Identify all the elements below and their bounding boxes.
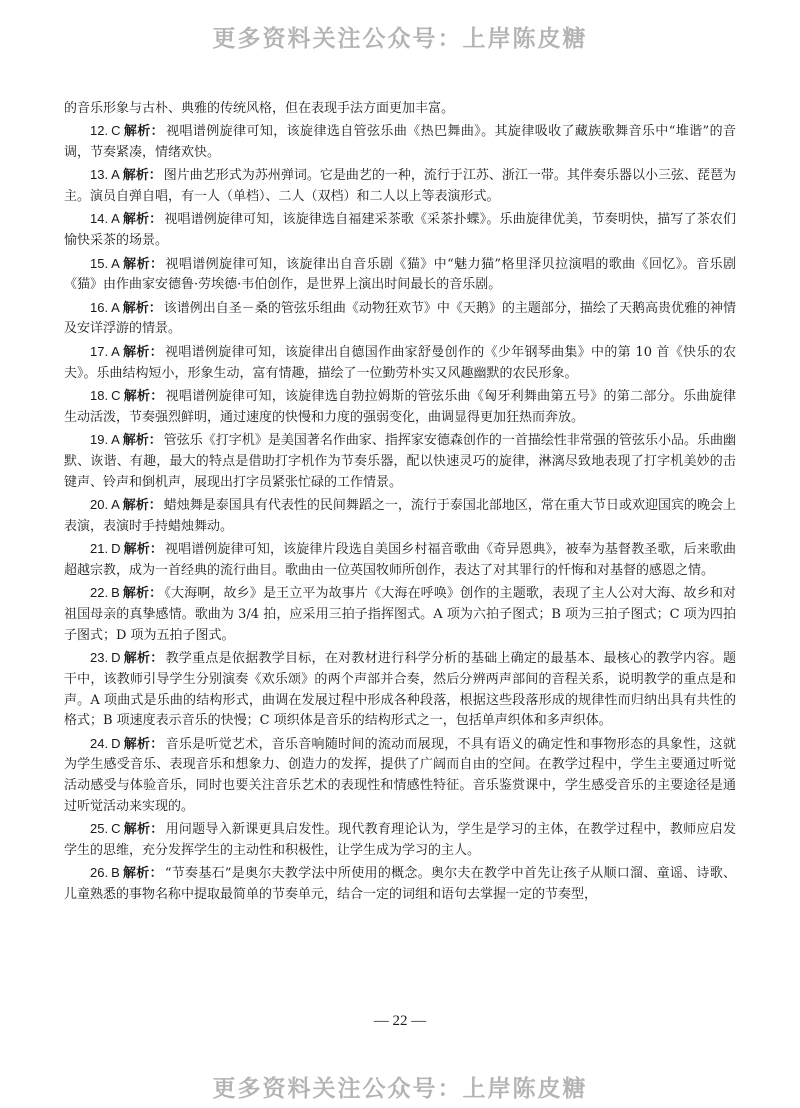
analysis-text: “节奏基石”是奥尔夫教学法中所使用的概念。奥尔夫在教学中首先让孩子从顺口溜、童谣、诗歌、儿童熟悉的事物名称中提取最简单的节奏单元，结合一定的词组和语句去掌握一定的节奏型， bbox=[64, 866, 736, 903]
analysis-label: 解析： bbox=[122, 432, 162, 448]
question-number: 20. bbox=[90, 496, 109, 512]
question-number: 17. bbox=[90, 343, 109, 359]
answer-letter: A bbox=[111, 496, 120, 512]
question-number: 18. bbox=[90, 387, 109, 403]
analysis-item bbox=[64, 209, 736, 252]
question-number: 21. bbox=[90, 540, 109, 556]
analysis-text: 音乐是听觉艺术，音乐音响随时间的流动而展现，不具有语义的确定性和事物形态的具象性，这就为学生感受音乐、表现音乐和想象力、创造力的发挥，提供了广阔而自由的空间。在教学过程中，学生主要通过听觉活动感受与体验音乐，同时也要关注音乐艺术的表现性和情感性特征。音乐鉴赏课中，学生感受音乐的主要途径是通过听觉活动来实现的。 bbox=[64, 736, 736, 814]
analysis-text: 视唱谱例旋律可知，该旋律选自管弦乐曲《热巴舞曲》。其旋律吸收了藏族歌舞音乐中“堆谐”的音调，节奏紧凑，情绪欢快。 bbox=[64, 124, 736, 161]
analysis-text: 教学重点是依据教学目标，在对教材进行科学分析的基础上确定的最基本、最核心的教学内容。题干中，该教师引导学生分别演奏《欢乐颂》的两个声部并合奏，然后分辨两声部间的音程关系，说明教学的重点是和声。A 项曲式是乐曲的结构形式，曲调在发展过程中形成各种段落，根据这些段落形成的规律性而归纳出具有共性的格式；B 项速度表示音乐的快慢；C 项织体是音乐的结构形式之一，包括单声织体和多声织体。 bbox=[64, 650, 736, 729]
question-number: 13. bbox=[90, 167, 109, 183]
analysis-label: 解析： bbox=[123, 541, 163, 557]
analysis-label: 解析： bbox=[123, 388, 164, 404]
analysis-text: 用问题导入新课更具启发性。现代教育理论认为，学生是学习的主体，在教学过程中，教师应启发学生的思维，充分发挥学生的主动性和积极性，让学生成为学习的主人。 bbox=[64, 822, 736, 859]
analysis-item bbox=[64, 430, 736, 493]
analysis-text: 该谱例出自圣－桑的管弦乐组曲《动物狂欢节》中《天鹅》的主题部分，描绘了天鹅高贵优雅的神情及安详浮游的情景。 bbox=[64, 300, 736, 337]
question-number: 12. bbox=[90, 123, 109, 139]
answer-letter: A bbox=[111, 431, 120, 447]
analysis-label: 解析： bbox=[122, 168, 162, 184]
answer-analysis-body bbox=[64, 99, 736, 907]
question-number: 15. bbox=[90, 255, 109, 271]
analysis-list bbox=[64, 121, 736, 906]
analysis-label: 解析： bbox=[122, 866, 163, 882]
analysis-label: 解析： bbox=[122, 212, 163, 228]
watermark-banner-top: 更多资料关注公众号：上岸陈皮糖 bbox=[212, 26, 588, 52]
question-number: 14. bbox=[90, 211, 109, 227]
page-number: — 22 — bbox=[373, 1013, 427, 1029]
question-number: 22. bbox=[90, 585, 109, 601]
analysis-item bbox=[64, 539, 736, 582]
analysis-text: 视唱谱例旋律可知，该旋律出自德国作曲家舒曼创作的《少年钢琴曲集》中的第 10 首《快乐的农夫》。乐曲结构短小，形象生动，富有情趣，描绘了一位勤劳朴实又风趣幽默的农民形象。 bbox=[64, 344, 736, 381]
analysis-label: 解析： bbox=[122, 300, 162, 316]
continuation-paragraph: 的音乐形象与古朴、典雅的传统风格，但在表现手法方面更加丰富。 bbox=[64, 101, 455, 116]
analysis-text: 视唱谱例旋律可知，该旋律选自福建采茶歌《采茶扑蝶》。乐曲旋律优美，节奏明快，描写了茶农们愉快采茶的场景。 bbox=[64, 212, 736, 249]
analysis-item bbox=[64, 495, 736, 538]
analysis-label: 解析： bbox=[122, 256, 164, 272]
analysis-label: 解析： bbox=[122, 344, 164, 360]
analysis-text: 蜡烛舞是泰国具有代表性的民间舞蹈之一，流行于泰国北部地区，常在重大节日或欢迎国宾的晚会上表演，表演时手持蜡烛舞动。 bbox=[64, 497, 736, 534]
answer-letter: A bbox=[111, 211, 120, 227]
question-number: 26. bbox=[90, 865, 109, 881]
analysis-item bbox=[64, 254, 736, 297]
analysis-item bbox=[64, 298, 736, 341]
analysis-item bbox=[64, 386, 736, 429]
analysis-text: 图片曲艺形式为苏州弹词。它是曲艺的一种，流行于江苏、浙江一带。其伴奏乐器以小三弦、琵琶为主。演员自弹自唱，有一人（单档）、二人（双档）和二人以上等表演形式。 bbox=[64, 168, 736, 205]
analysis-text: 《大海啊，故乡》是王立平为故事片《大海在呼唤》创作的主题歌，表现了主人公对大海、故乡和对祖国母亲的真挚感情。歌曲为 3/4 拍，应采用三拍子指挥图式。A 项为六拍子图式；B 项为三拍子图式；C 项为四拍子图式；D 项为五拍子图式。 bbox=[64, 586, 736, 643]
answer-letter: A bbox=[111, 167, 120, 183]
answer-letter: D bbox=[111, 649, 121, 665]
analysis-text: 视唱谱例旋律可知，该旋律片段选自美国乡村福音歌曲《奇异恩典》，被奉为基督教圣歌，后来歌曲超越宗教，成为一首经典的流行曲目。歌曲由一位英国牧师所创作，表达了对其罪行的忏悔和对基督的感恩之情。 bbox=[64, 541, 736, 578]
analysis-text: 管弦乐《打字机》是美国著名作曲家、指挥家安德森创作的一首描绘性非常强的管弦乐小品。乐曲幽默、诙谐、有趣，最大的特点是借助打字机作为节奏乐器，配以快速灵巧的旋律，淋漓尽致地表现了打字机美妙的击键声、铃声和倒机声，展现出打字员紧张忙碌的工作情景。 bbox=[64, 432, 736, 490]
analysis-label: 解析： bbox=[123, 650, 164, 666]
answer-letter: B bbox=[111, 865, 120, 881]
answer-letter: D bbox=[111, 540, 121, 556]
analysis-label: 解析： bbox=[122, 586, 163, 602]
answer-letter: C bbox=[111, 821, 121, 837]
answer-letter: A bbox=[111, 343, 120, 359]
answer-letter: A bbox=[111, 255, 120, 271]
analysis-label: 解析： bbox=[123, 822, 164, 838]
analysis-label: 解析： bbox=[122, 497, 162, 513]
answer-letter: C bbox=[111, 123, 121, 139]
answer-letter: C bbox=[111, 387, 121, 403]
answer-letter: B bbox=[111, 585, 120, 601]
analysis-item bbox=[64, 863, 736, 906]
analysis-item bbox=[64, 648, 736, 732]
question-number: 16. bbox=[90, 299, 109, 315]
analysis-label: 解析： bbox=[123, 736, 164, 752]
analysis-item bbox=[64, 734, 736, 818]
watermark-banner-bottom: 更多资料关注公众号：上岸陈皮糖 bbox=[212, 1076, 588, 1102]
question-number: 24. bbox=[90, 735, 109, 751]
analysis-item bbox=[64, 342, 736, 385]
analysis-item bbox=[64, 819, 736, 862]
analysis-text: 视唱谱例旋律可知，该旋律出自音乐剧《猫》中“魅力猫”格里泽贝拉演唱的歌曲《回忆》。音乐剧《猫》由作曲家安德鲁·劳埃德·韦伯创作，是世界上演出时间最长的音乐剧。 bbox=[64, 256, 736, 293]
analysis-item bbox=[64, 121, 736, 164]
analysis-label: 解析： bbox=[123, 124, 165, 140]
analysis-text: 视唱谱例旋律可知，该旋律选自勃拉姆斯的管弦乐曲《匈牙利舞曲第五号》的第二部分。乐曲旋律生动活泼，节奏强烈鲜明，通过速度的快慢和力度的强弱变化，曲调显得更加狂热而奔放。 bbox=[64, 388, 736, 425]
analysis-item bbox=[64, 583, 736, 646]
question-number: 23. bbox=[90, 649, 109, 665]
answer-letter: A bbox=[111, 299, 120, 315]
question-number: 19. bbox=[90, 431, 109, 447]
analysis-item bbox=[64, 165, 736, 208]
question-number: 25. bbox=[90, 821, 109, 837]
answer-letter: D bbox=[111, 735, 121, 751]
